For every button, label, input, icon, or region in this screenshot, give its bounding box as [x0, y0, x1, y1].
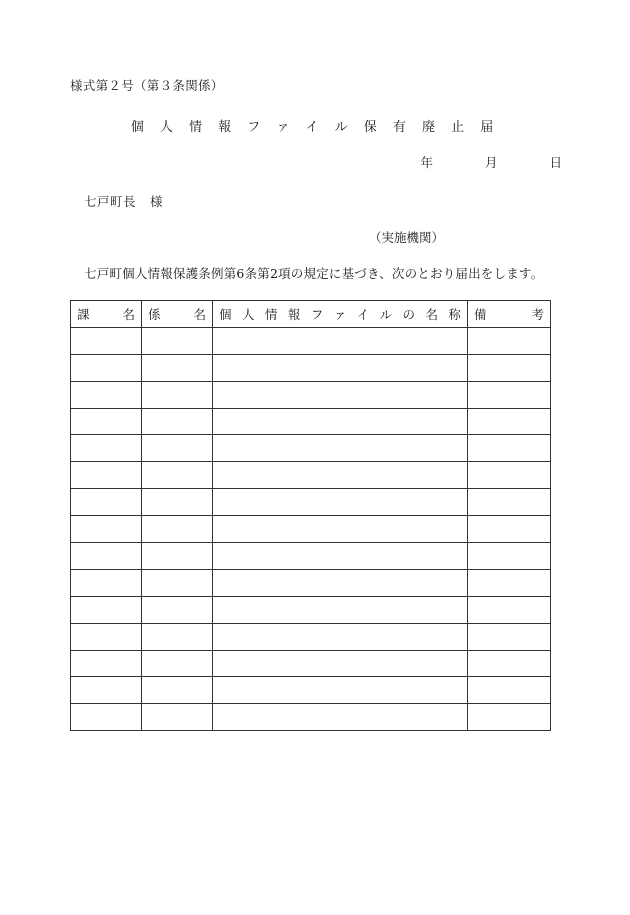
header-unit-name	[142, 301, 213, 328]
cell-section-name[interactable]	[71, 354, 142, 381]
cell-section-name[interactable]	[71, 381, 142, 408]
table-row	[71, 569, 551, 596]
header-char: イ	[356, 306, 370, 322]
statement-text: 七戸町個人情報保護条例第6条第2項の規定に基づき、次のとおり届出をします。	[84, 266, 544, 281]
cell-remarks[interactable]	[468, 327, 551, 354]
header-remarks	[468, 301, 551, 328]
cell-file-name[interactable]	[213, 381, 468, 408]
cell-remarks[interactable]	[468, 569, 551, 596]
header-char: ル	[379, 306, 393, 322]
cell-unit-name[interactable]	[142, 543, 213, 570]
cell-unit-name[interactable]	[142, 435, 213, 462]
cell-unit-name[interactable]	[142, 704, 213, 731]
cell-remarks[interactable]	[468, 704, 551, 731]
cell-unit-name[interactable]	[142, 650, 213, 677]
form-number: 様式第２号（第３条関係）	[70, 78, 224, 93]
cell-unit-name[interactable]	[142, 462, 213, 489]
cell-remarks[interactable]	[468, 596, 551, 623]
header-char: 名	[425, 306, 438, 322]
header-char: 称	[448, 306, 461, 322]
table-row	[71, 381, 551, 408]
cell-section-name[interactable]	[71, 569, 142, 596]
agency-label: （実施機関）	[368, 230, 444, 245]
cell-remarks[interactable]	[468, 462, 551, 489]
date-day-label: 日	[549, 155, 562, 170]
cell-unit-name[interactable]	[142, 596, 213, 623]
cell-file-name[interactable]	[213, 408, 468, 435]
addressee-name: 七戸町長	[84, 194, 137, 209]
table-row	[71, 704, 551, 731]
table-header-row	[71, 301, 551, 328]
table-row	[71, 462, 551, 489]
table-row	[71, 677, 551, 704]
header-char: 名	[193, 306, 206, 322]
cell-remarks[interactable]	[468, 543, 551, 570]
cell-section-name[interactable]	[71, 327, 142, 354]
table-row	[71, 516, 551, 543]
cell-unit-name[interactable]	[142, 569, 213, 596]
cell-remarks[interactable]	[468, 408, 551, 435]
cell-file-name[interactable]	[213, 704, 468, 731]
cell-section-name[interactable]	[71, 623, 142, 650]
cell-unit-name[interactable]	[142, 677, 213, 704]
table-body	[71, 327, 551, 730]
cell-section-name[interactable]	[71, 704, 142, 731]
cell-remarks[interactable]	[468, 623, 551, 650]
header-char: 係	[148, 306, 161, 322]
date-year-label: 年	[420, 155, 433, 170]
header-char: 人	[241, 306, 255, 322]
cell-unit-name[interactable]	[142, 381, 213, 408]
document-title: 個 人 情 報 フ ァ イ ル 保 有 廃 止 届	[130, 120, 500, 135]
cell-unit-name[interactable]	[142, 489, 213, 516]
cell-remarks[interactable]	[468, 650, 551, 677]
cell-file-name[interactable]	[213, 462, 468, 489]
header-char: 備	[474, 306, 487, 322]
cell-file-name[interactable]	[213, 516, 468, 543]
header-char: 個	[219, 306, 232, 322]
cell-section-name[interactable]	[71, 677, 142, 704]
file-table	[70, 300, 551, 731]
cell-file-name[interactable]	[213, 489, 468, 516]
addressee	[84, 192, 163, 210]
cell-unit-name[interactable]	[142, 354, 213, 381]
cell-unit-name[interactable]	[142, 516, 213, 543]
cell-file-name[interactable]	[213, 650, 468, 677]
date-line	[420, 153, 562, 171]
table-row	[71, 408, 551, 435]
cell-remarks[interactable]	[468, 381, 551, 408]
cell-remarks[interactable]	[468, 489, 551, 516]
table-row	[71, 650, 551, 677]
header-file-name	[213, 301, 468, 328]
cell-remarks[interactable]	[468, 435, 551, 462]
table-row	[71, 596, 551, 623]
cell-remarks[interactable]	[468, 516, 551, 543]
header-section-name	[71, 301, 142, 328]
table-row	[71, 327, 551, 354]
cell-file-name[interactable]	[213, 543, 468, 570]
cell-remarks[interactable]	[468, 354, 551, 381]
cell-file-name[interactable]	[213, 623, 468, 650]
cell-section-name[interactable]	[71, 650, 142, 677]
date-month-label: 月	[484, 155, 498, 170]
header-char: 報	[287, 306, 301, 322]
cell-section-name[interactable]	[71, 435, 142, 462]
table-row	[71, 543, 551, 570]
header-char: の	[402, 306, 416, 322]
cell-section-name[interactable]	[71, 543, 142, 570]
cell-file-name[interactable]	[213, 327, 468, 354]
header-char: 情	[264, 306, 278, 322]
cell-file-name[interactable]	[213, 435, 468, 462]
cell-unit-name[interactable]	[142, 327, 213, 354]
cell-file-name[interactable]	[213, 569, 468, 596]
header-char: 課	[77, 306, 90, 322]
cell-section-name[interactable]	[71, 596, 142, 623]
cell-section-name[interactable]	[71, 489, 142, 516]
table-row	[71, 435, 551, 462]
cell-file-name[interactable]	[213, 596, 468, 623]
header-char: ァ	[333, 306, 347, 322]
header-char: フ	[310, 306, 324, 322]
cell-section-name[interactable]	[71, 462, 142, 489]
cell-unit-name[interactable]	[142, 623, 213, 650]
table-row	[71, 354, 551, 381]
cell-section-name[interactable]	[71, 408, 142, 435]
cell-file-name[interactable]	[213, 677, 468, 704]
header-char: 考	[531, 306, 544, 322]
cell-unit-name[interactable]	[142, 408, 213, 435]
table-row	[71, 623, 551, 650]
addressee-honorific: 様	[150, 194, 164, 209]
table-row	[71, 489, 551, 516]
cell-section-name[interactable]	[71, 516, 142, 543]
cell-file-name[interactable]	[213, 354, 468, 381]
header-char: 名	[122, 306, 135, 322]
cell-remarks[interactable]	[468, 677, 551, 704]
